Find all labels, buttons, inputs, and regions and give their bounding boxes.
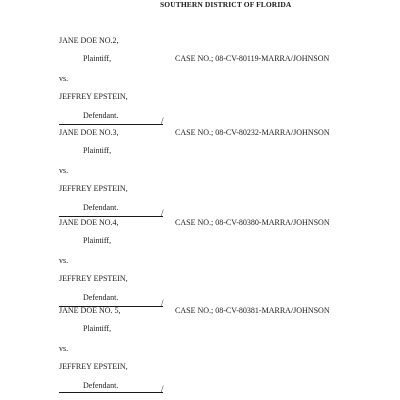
case-caption	[0, 218, 400, 310]
plaintiff-name: JANE DOE NO.4,	[59, 218, 119, 227]
case-number: CASE NO.; 08-CV-80119-MARRA/JOHNSON	[175, 54, 330, 63]
signature-line	[59, 124, 163, 125]
plaintiff-label: Plaintiff,	[83, 324, 112, 333]
plaintiff-name: JANE DOE NO.3,	[59, 128, 119, 137]
plaintiff-name: JANE DOE NO. 5,	[59, 306, 121, 315]
defendant-label: Defendant.	[83, 381, 119, 390]
defendant-name: JEFFREY EPSTEIN,	[59, 184, 128, 193]
signature-slash: /	[161, 298, 164, 308]
case-number: CASE NO.; 08-CV-80232-MARRA/JOHNSON	[175, 128, 330, 137]
signature-line	[59, 392, 163, 393]
defendant-name: JEFFREY EPSTEIN,	[59, 362, 128, 371]
signature-line	[59, 216, 163, 217]
signature-slash: /	[161, 384, 164, 394]
case-caption	[0, 128, 400, 220]
defendant-label: Defendant.	[83, 203, 119, 212]
versus-label: vs.	[59, 166, 69, 175]
defendant-label: Defendant.	[83, 293, 119, 302]
versus-label: vs.	[59, 256, 69, 265]
plaintiff-label: Plaintiff,	[83, 236, 112, 245]
plaintiff-name: JANE DOE NO.2,	[59, 36, 119, 45]
case-caption	[0, 306, 400, 398]
case-number: CASE NO.; 08-CV-80381-MARRA/JOHNSON	[175, 306, 330, 315]
plaintiff-label: Plaintiff,	[83, 54, 112, 63]
case-caption	[0, 36, 400, 128]
signature-slash: /	[161, 116, 164, 126]
court-header: SOUTHERN DISTRICT OF FLORIDA	[160, 0, 292, 9]
signature-slash: /	[161, 208, 164, 218]
defendant-name: JEFFREY EPSTEIN,	[59, 92, 128, 101]
defendant-name: JEFFREY EPSTEIN,	[59, 274, 128, 283]
defendant-label: Defendant.	[83, 111, 119, 120]
versus-label: vs.	[59, 344, 69, 353]
case-number: CASE NO.; 08-CV-80380-MARRA/JOHNSON	[175, 218, 330, 227]
plaintiff-label: Plaintiff,	[83, 146, 112, 155]
versus-label: vs.	[59, 74, 69, 83]
